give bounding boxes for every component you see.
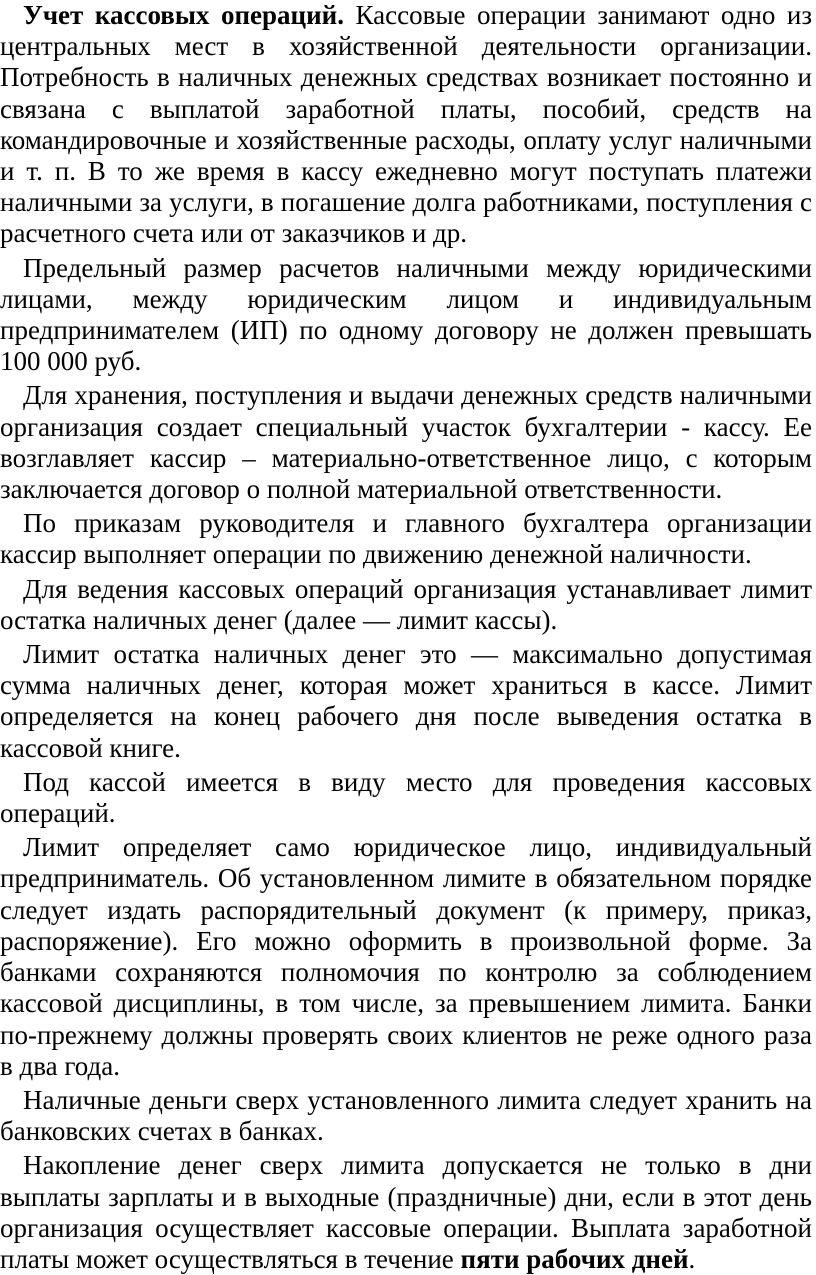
section-heading: Учет кассовых операций. xyxy=(23,0,344,30)
paragraph-text: Лимит определяет само юридическое лицо, индивидуальный предприниматель. Об установленном лимите в обязательном порядке следует издать распорядительный документ (к примеру, приказ, распоряжение). Его можно оформить в произвольной форме. За банками сохраняются полномочия по контролю за соблюдением кассовой дисциплины, в том числе, за превышением лимита. Банки по-прежнему должны проверять своих клиентов не реже одного раза в два года. xyxy=(0,832,812,1081)
paragraph-cash-accumulation xyxy=(0,1150,812,1275)
paragraph-text: Для хранения, поступления и выдачи денежных средств наличными организация создает специальный участок бухгалтерии - кассу. Ее возглавляет кассир – материально-ответственное лицо, с которым заключается договор о полной материальной ответственности. xyxy=(0,380,812,505)
paragraph-cashier-orders xyxy=(0,508,812,570)
paragraph-limit-determination xyxy=(0,832,812,1082)
paragraph-cash-limit-definition xyxy=(0,639,812,764)
paragraph-cash-settlement-limit xyxy=(0,253,812,378)
paragraph-text: Под кассой имеется в виду место для проведения кассовых операций. xyxy=(0,766,812,829)
paragraph-cash-limit-setting xyxy=(0,574,812,636)
paragraph-cash-operations-accounting xyxy=(0,0,812,250)
paragraph-text: Предельный размер расчетов наличными между юридическими лицами, между юридическим лицом и индивидуальным предпринимателем (ИП) по одному договору не должен превышать 100 000 руб. xyxy=(0,252,812,377)
paragraph-text: Для ведения кассовых операций организация устанавливает лимит остатка наличных денег (далее — лимит кассы). xyxy=(0,573,812,635)
paragraph-cash-desk xyxy=(0,380,812,505)
paragraph-text: Накопление денег сверх лимита допускается не только в дни выплаты зарплаты и в выходные (праздничные) дни, если в этот день организация осуществляет кассовые операции. Выплата заработной платы может осуществляться в течение xyxy=(0,1150,812,1274)
paragraph-cash-desk-meaning xyxy=(0,767,812,829)
paragraph-tail: . xyxy=(688,1243,696,1274)
emphasis-text: пяти рабочих дней xyxy=(460,1243,689,1274)
paragraph-text: Наличные деньги сверх установленного лимита следует хранить на банковских счетах в банках. xyxy=(0,1084,812,1147)
paragraph-text: По приказам руководителя и главного бухгалтера организации кассир выполняет операции по движению денежной наличности. xyxy=(0,508,812,570)
paragraph-excess-cash-storage xyxy=(0,1085,812,1147)
paragraph-text: Лимит остатка наличных денег это — максимально допустимая сумма наличных денег, которая может храниться в кассе. Лимит определяется на конец рабочего дня после выведения остатка в кассовой книге. xyxy=(0,639,812,763)
paragraph-text: Кассовые операции занимают одно из центральных мест в хозяйственной деятельности организации. Потребность в наличных денежных средствах возникает постоянно и связана с выплатой заработной платы, пособий, средств на командировочные и хозяйственные расходы, оплату услуг наличными и т. п. В то же время в кассу ежедневно могут поступать платежи наличными за услуги, в погашение долга работниками, поступления с расчетного счета или от заказчиков и др. xyxy=(0,0,812,249)
